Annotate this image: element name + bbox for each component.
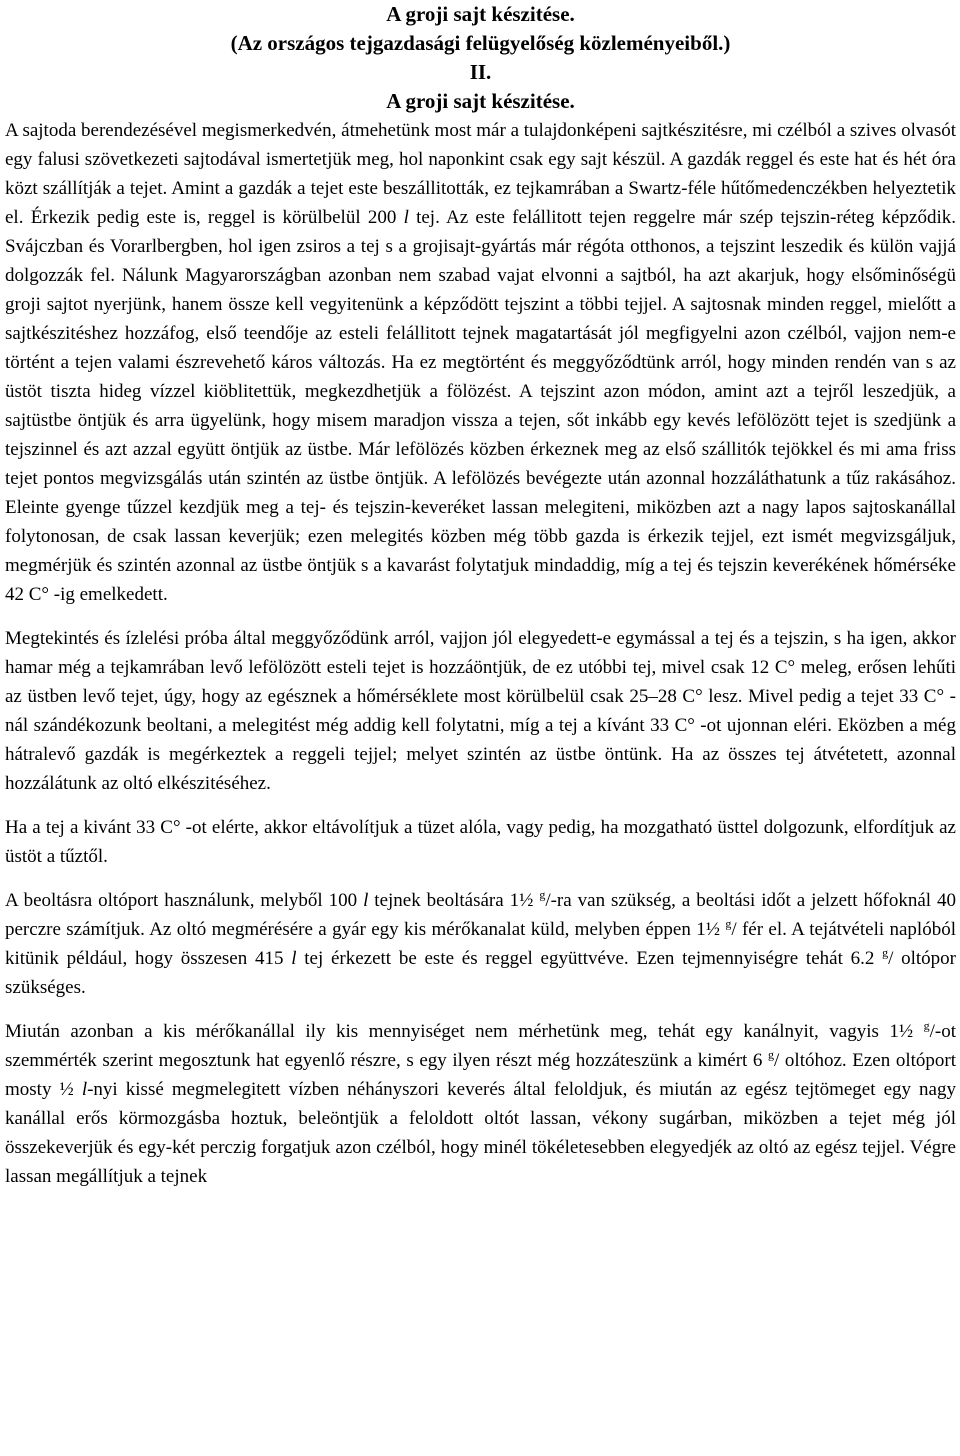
text-run: / fér el. A tejátvételi naplóból kitünik például, hogy összesen 415 bbox=[5, 919, 956, 969]
document-title: A groji sajt készitése. bbox=[386, 2, 575, 26]
text-run: Megtekintés és ízlelési próba által meggyőződünk arról, vajjon jól elegyedett-e egymással a tej és a tejszin, s ha igen, akkor hamar még a tejkamrában levő lefölözött esteli tejet is hozzáöntjük, de ez utóbbi tej, mivel csak 12 C° meleg, erősen lehűti az üstben levő tejet, úgy, hogy az egésznek a hőmérséklete most körülbelül csak 25–28 C° lesz. Mivel pedig a tejet 33 C° -nál szándékozunk beoltani, a melegitést még addig kell folytatni, míg a tej a kívánt 33 C° -ot ujonnan eléri. Eközben a még hátralevő gazdák is megérkeztek a reggeli tejjel; melyet szintén az üstbe öntünk. Ha az összes tej átvétetett, azonnal hozzálátunk az oltó elkészitéséhez. bbox=[5, 628, 956, 794]
text-run: Miután azonban a kis mérőkanállal ily kis mennyiséget nem mérhetünk meg, tehát egy kanálnyit, vagyis 1½ bbox=[5, 1021, 924, 1042]
text-run: / oltóhoz. Ezen oltóport mosty ½ bbox=[5, 1050, 956, 1100]
text-run: A beoltásra oltóport használunk, melyből 100 bbox=[5, 890, 364, 911]
text-run: A sajtoda berendezésével megismerkedvén, átmehetünk most már a tulajdonképeni sajtkészitésre, mi czélból a szives olvasót egy falusi szövetkezeti sajtodával ismertetjük meg, hol naponkint csak egy sajt készül. A gazdák reggel és este hat és hét óra közt szállítják a tejet. Amint a gazdák a tejet este beszállitották, ez tejkamrában a Swartz-féle hűtőmedenczékben helyeztetik el. Érkezik pedig este is, reggel is körülbelül 200 bbox=[5, 120, 956, 228]
paragraph bbox=[5, 886, 956, 1002]
section-number: II. bbox=[469, 60, 492, 84]
text-run: / oltópor szükséges. bbox=[5, 948, 956, 998]
paragraph bbox=[5, 116, 956, 609]
unit-italic: l bbox=[81, 1079, 88, 1100]
paragraph bbox=[5, 624, 956, 798]
text-run: /-ra van szükség, a beoltási időt a jelzett hőfoknál 40 perczre számítjuk. Az oltó megmérésére a gyár egy kis mérőkanalat küld, melyben éppen 1½ bbox=[5, 890, 957, 940]
text-run: /-ot szemmérték szerint megosztunk hat egyenlő részre, s egy ilyen részt még hozzáteszünk a kimért 6 bbox=[5, 1021, 956, 1071]
unit-superscript: g bbox=[923, 1018, 930, 1033]
text-run: tejnek beoltására 1½ bbox=[368, 890, 540, 911]
paragraph bbox=[5, 1017, 956, 1191]
paragraph bbox=[5, 813, 956, 871]
unit-italic: l bbox=[291, 948, 297, 969]
text-run: Ha a tej a kivánt 33 C° -ot elérte, akkor eltávolítjuk a tüzet alóla, vagy pedig, ha mozgatható üsttel dolgozunk, elfordítjuk az üstöt a tűztől. bbox=[5, 817, 956, 867]
unit-superscript: g bbox=[725, 916, 732, 931]
text-run: tej. Az este felállitott tejen reggelre már szép tejszin-réteg képződik. Svájczban és Vorarlbergben, hol igen zsiros a tej s a grojisajt-gyártás már régóta otthonos, a tejszint leszedik és külön vajjá dolgozzák fel. Nálunk Magyarországban azonban nem szabad vajat elvonni a sajtból, ha azt akarjuk, hogy elsőminőségü groji sajtot nyerjünk, hanem össze kell vegyitenünk a képződött tejszint a többi tejjel. A sajtosnak minden reggel, mielőtt a sajtkészitéshez hozzáfog, első teendője az esteli felállitott tejnek magatartását jól megfigyelni azon czélból, vajjon nem-e történt a tejen valami észrevehető káros változás. Ha ez megtörtént és meggyőződtünk arról, hogy minden rendén van s az üstöt tiszta hideg vízzel kiöblitettük, megkezdhetjük a fölözést. A tejszint azon módon, amint azt a tejről leszedjük, a sajtüstbe öntjük és arra ügyelünk, hogy misem maradjon vissza a tejen, sőt inkább egy kevés lefölözött tejet is szedjünk a tejszinnel és azt azzal együtt öntjük az üstbe. Már lefölözés közben érkeznek meg az első szállitók tejökkel és mi ama friss tejet pontos megvizsgálás után szintén az üstbe öntjük. A lefölözés bevégezte után azonnal hozzáláthatunk a tűz rakásához. Eleinte gyenge tűzzel kezdjük meg a tej- és tejszin-keveréket lassan melegiteni, miközben azt a nagy lapos sajtoskanállal folytonosan, de csak lassan keverjük; ezen melegités közben még több gazda is érkezik tejjel, ezt ismét megvizsgáljuk, megmérjük és szintén azonnal az üstbe öntjük s a kavarást folytatjuk mindaddig, míg a tej és tejszin keverékének hőmérséke 42 C° -ig emelkedett. bbox=[5, 207, 956, 605]
section-title: A groji sajt készitése. bbox=[386, 89, 575, 113]
unit-superscript: g bbox=[768, 1047, 775, 1062]
document-page bbox=[5, 0, 956, 1191]
document-subtitle: (Az országos tejgazdasági felügyelőség közleményeiből.) bbox=[230, 31, 731, 55]
unit-superscript: g bbox=[539, 887, 546, 902]
body-text bbox=[5, 116, 956, 1191]
unit-italic: l bbox=[363, 890, 369, 911]
text-run: -nyi kissé megmelegitett vízben néhányszori keverés által feloldjuk, és miután az egész tejtömeget egy nagy kanállal erős körmozgásba hoztuk, beleöntjük a feloldott oltót lassan, vékony sugárban, miközben a tejet még jól összekeverjük és egy-két perczig forgatjuk azon czélból, hogy minél tökéletesebben elegyedjék az oltó az egész tejjel. Végre lassan megállítjuk a tejnek bbox=[5, 1079, 956, 1187]
text-run: tej érkezett be este és reggel együttvéve. Ezen tejmennyiségre tehát 6.2 bbox=[296, 948, 883, 969]
unit-italic: l bbox=[403, 207, 409, 228]
unit-superscript: g bbox=[882, 945, 889, 960]
